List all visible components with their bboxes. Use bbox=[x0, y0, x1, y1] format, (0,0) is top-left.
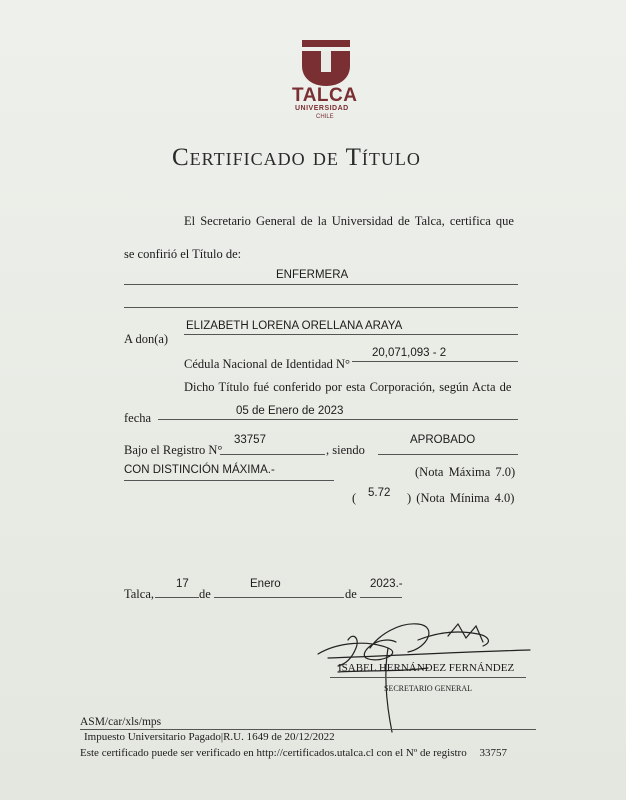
signatory-name: ISABEL HERNÁNDEZ FERNÁNDEZ bbox=[338, 662, 515, 674]
signatory-line bbox=[330, 677, 526, 678]
signature-icon bbox=[308, 612, 538, 737]
registry-line bbox=[220, 454, 325, 455]
signatory-title: SECRETARIO GENERAL bbox=[384, 684, 473, 693]
recipient-label: A don(a) bbox=[124, 332, 169, 346]
tax-note: Impuesto Universitario Pagado|R.U. 1649 de 20/12/2022 bbox=[84, 731, 335, 743]
degree-line bbox=[124, 284, 518, 285]
act-date-line bbox=[158, 419, 518, 420]
recipient-line bbox=[184, 334, 518, 335]
being-label: , siendo bbox=[326, 443, 365, 457]
day-line bbox=[155, 597, 199, 598]
distinction-value: CON DISTINCIÓN MÁXIMA.- bbox=[124, 464, 275, 476]
min-grade: ) (Nota Mínima 4.0) bbox=[407, 491, 515, 505]
registry-number: 33757 bbox=[234, 434, 266, 446]
verification-number: 33757 bbox=[479, 747, 507, 759]
id-number: 20,071,093 - 2 bbox=[372, 347, 447, 359]
distinction-line bbox=[124, 480, 334, 481]
verification-note bbox=[80, 747, 507, 759]
month-value: Enero bbox=[250, 578, 281, 590]
intro-line-2: se confirió el Título de: bbox=[124, 247, 242, 261]
act-date: 05 de Enero de 2023 bbox=[236, 405, 344, 417]
de-label-2: de bbox=[345, 587, 357, 601]
logo-name: TALCA bbox=[292, 85, 358, 106]
degree-line-2 bbox=[124, 307, 518, 308]
de-label-1: de bbox=[199, 587, 211, 601]
act-text: Dicho Título fué conferido por esta Corporación, según Acta de bbox=[184, 380, 512, 394]
degree-value: ENFERMERA bbox=[276, 269, 349, 281]
verification-text: Este certificado puede ser verificado en http://certificados.utalca.cl con el Nº de registro bbox=[80, 747, 467, 759]
recipient-name: ELIZABETH LORENA ORELLANA ARAYA bbox=[186, 320, 403, 332]
reference-code: ASM/car/xls/mps bbox=[80, 716, 162, 728]
logo-subtitle: UNIVERSIDAD bbox=[295, 105, 349, 112]
reference-line bbox=[80, 729, 536, 730]
grade-value: 5.72 bbox=[368, 487, 391, 499]
logo-country: CHILE bbox=[316, 114, 334, 120]
year-value: 2023.- bbox=[370, 578, 403, 590]
month-line bbox=[214, 597, 344, 598]
place-label: Talca, bbox=[124, 587, 155, 601]
result-value: APROBADO bbox=[410, 434, 476, 446]
grade-open: ( bbox=[352, 491, 357, 505]
day-value: 17 bbox=[176, 578, 189, 590]
id-line bbox=[352, 361, 518, 362]
max-grade: (Nota Máxima 7.0) bbox=[415, 465, 516, 479]
year-line bbox=[360, 597, 402, 598]
date-label: fecha bbox=[124, 411, 152, 425]
registry-label: Bajo el Registro N° bbox=[124, 443, 223, 457]
certificate-title: Certificado de Título bbox=[172, 144, 421, 171]
id-label: Cédula Nacional de Identidad N° bbox=[184, 357, 351, 371]
university-logo-icon bbox=[302, 40, 350, 86]
intro-line-1: El Secretario General de la Universidad de Talca, certifica que bbox=[184, 214, 514, 228]
result-line bbox=[378, 454, 518, 455]
